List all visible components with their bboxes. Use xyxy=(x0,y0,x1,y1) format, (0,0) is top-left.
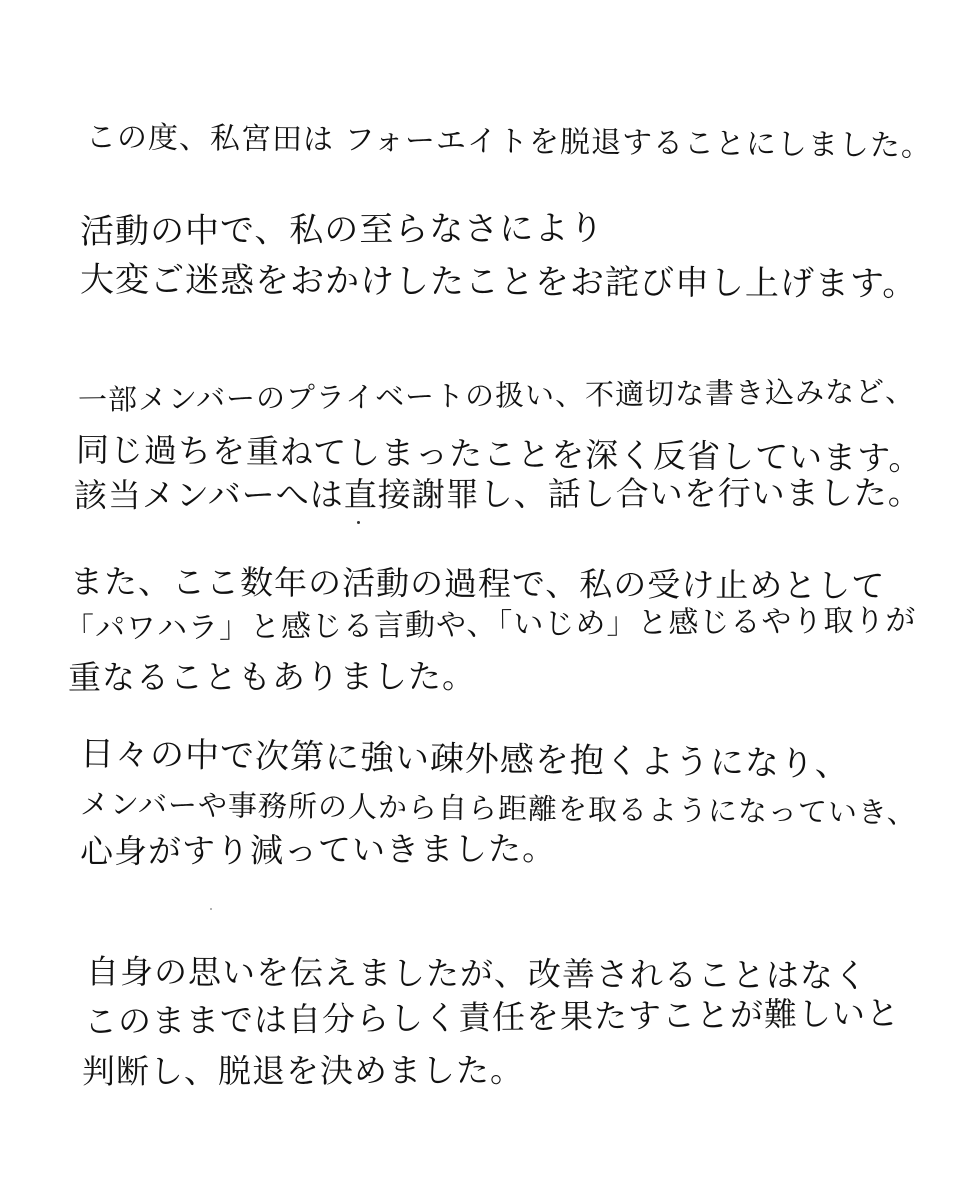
letter-line: 同じ過ちを重ねてしまったことを深く反省しています。 xyxy=(75,430,923,478)
letter-line: この度、私宮田は フォーエイトを脱退することにしました。 xyxy=(85,120,933,164)
letter-line: 一部メンバーのプライベートの扱い、不適切な書き込みなど、 xyxy=(77,374,916,417)
letter-line: メンバーや事務所の人から自ら距離を取るようになっていき、 xyxy=(79,787,917,830)
letter-line: 大変ご迷惑をおかけしたことをお詫び申し上げます。 xyxy=(79,260,918,305)
paper-speck xyxy=(210,908,212,910)
letter-line: 判断し、脱退を決めました。 xyxy=(81,1050,525,1091)
letter-line: このままでは自分らしく責任を果たすことが難しいと xyxy=(83,993,901,1041)
letter-line: また、ここ数年の活動の過程で、私の受け止めとして xyxy=(69,562,886,606)
letter-line: 「パワハラ」と感じる言動や、「いじめ」と感じるやり取りが xyxy=(63,603,917,647)
letter-line: 活動の中で、私の至らなさにより xyxy=(79,208,605,252)
letter-line: 該当メンバーへは直接謝罪し、話し合いを行いました。 xyxy=(73,473,922,515)
paper-speck xyxy=(357,521,360,524)
letter-line: 自身の思いを伝えましたが、改善されることはなく xyxy=(85,952,869,996)
letter-line: 日々の中で次第に強い疎外感を抱くようになり、 xyxy=(79,734,851,785)
letter-line: 重なることもありました。 xyxy=(67,656,477,697)
letter-line: 心身がすり減っていきました。 xyxy=(79,828,557,871)
